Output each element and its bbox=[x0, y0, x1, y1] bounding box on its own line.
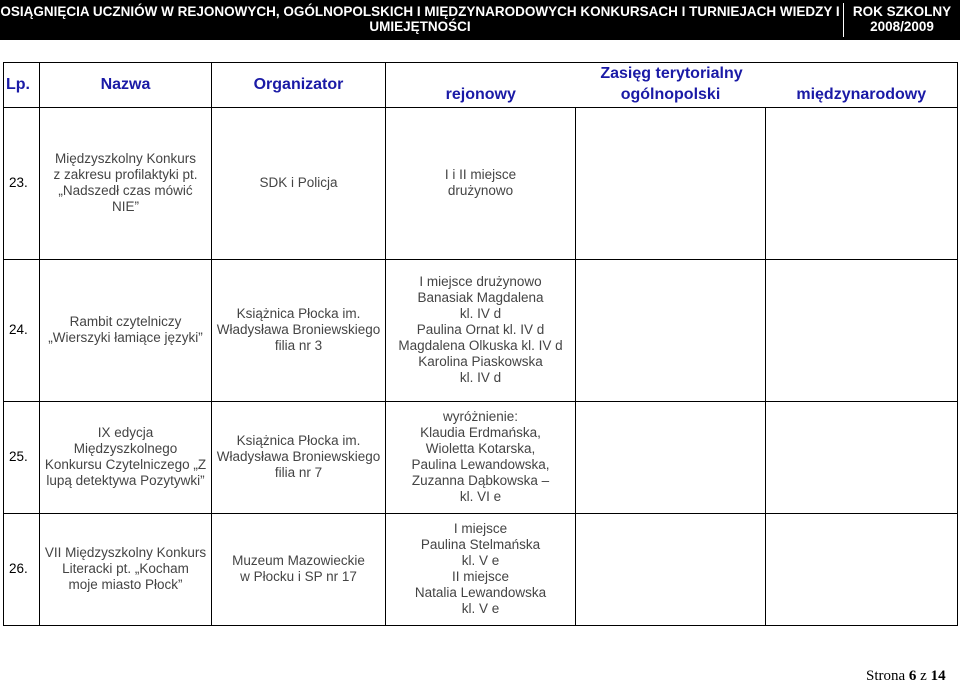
row-international bbox=[766, 401, 958, 513]
row-lp: 24. bbox=[4, 259, 40, 401]
row-organizer: Książnica Płocka im. Władysława Broniewskiego filia nr 3 bbox=[212, 259, 386, 401]
table-row bbox=[4, 513, 958, 625]
row-lp: 23. bbox=[4, 107, 40, 259]
header-name: Nazwa bbox=[40, 63, 212, 108]
row-name: Rambit czytelniczy „Wierszyki łamiące języki” bbox=[40, 259, 212, 401]
header-national: ogólnopolski bbox=[576, 83, 766, 107]
row-international bbox=[766, 259, 958, 401]
footer-of-label: z bbox=[920, 668, 927, 684]
row-lp: 25. bbox=[4, 401, 40, 513]
row-name: IX edycja Międzyszkolnego Konkursu Czytelniczego „Z lupą detektywa Pozytywki” bbox=[40, 401, 212, 513]
table-row bbox=[4, 401, 958, 513]
header-lp: Lp. bbox=[4, 63, 40, 108]
header-title: OSIĄGNIĘCIA UCZNIÓW W REJONOWYCH, OGÓLNOPOLSKICH I MIĘDZYNARODOWYCH KONKURSACH I TURNIEJACH WIEDZY I UMIEJĘTNOŚCI bbox=[0, 4, 840, 34]
footer-current-page: 6 bbox=[908, 668, 917, 684]
table-row bbox=[4, 107, 958, 259]
header-organizer: Organizator bbox=[212, 63, 386, 108]
footer-total-pages: 14 bbox=[930, 668, 946, 684]
header-scope: Zasięg terytorialny bbox=[386, 63, 958, 84]
row-name: VII Międzyszkolny Konkurs Literacki pt. „Kocham moje miasto Płock” bbox=[40, 513, 212, 625]
header-divider bbox=[843, 3, 844, 37]
header-school-year: ROK SZKOLNY 2008/2009 bbox=[852, 4, 952, 34]
row-organizer: Książnica Płocka im. Władysława Broniewskiego filia nr 7 bbox=[212, 401, 386, 513]
row-national bbox=[576, 513, 766, 625]
row-international bbox=[766, 107, 958, 259]
row-regional: I i II miejsce drużynowo bbox=[386, 107, 576, 259]
row-organizer: SDK i Policja bbox=[212, 107, 386, 259]
row-national bbox=[576, 259, 766, 401]
row-regional: wyróżnienie: Klaudia Erdmańska, Wioletta Kotarska, Paulina Lewandowska, Zuzanna Dąbkowska – kl. VI e bbox=[386, 401, 576, 513]
footer-page-label: Strona bbox=[866, 668, 906, 684]
table-row bbox=[4, 259, 958, 401]
row-international bbox=[766, 513, 958, 625]
header-regional: rejonowy bbox=[386, 83, 576, 107]
row-national bbox=[576, 401, 766, 513]
row-regional: I miejsce drużynowo Banasiak Magdalena kl. IV d Paulina Ornat kl. IV d Magdalena Olkuska kl. IV d Karolina Piaskowska kl. IV d bbox=[386, 259, 576, 401]
row-name: Międzyszkolny Konkurs z zakresu profilaktyki pt. „Nadszedł czas mówić NIE” bbox=[40, 107, 212, 259]
page-footer bbox=[866, 668, 946, 684]
row-national bbox=[576, 107, 766, 259]
header-international: międzynarodowy bbox=[766, 83, 958, 107]
row-lp: 26. bbox=[4, 513, 40, 625]
achievements-table bbox=[3, 62, 958, 626]
document-header bbox=[0, 0, 960, 40]
row-regional: I miejsce Paulina Stelmańska kl. V e II miejsce Natalia Lewandowska kl. V e bbox=[386, 513, 576, 625]
row-organizer: Muzeum Mazowieckie w Płocku i SP nr 17 bbox=[212, 513, 386, 625]
